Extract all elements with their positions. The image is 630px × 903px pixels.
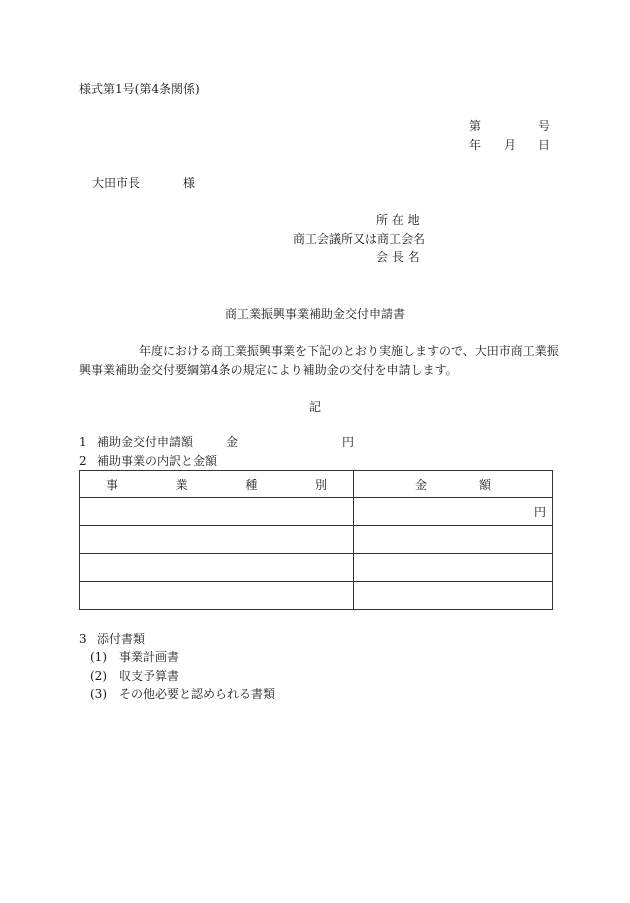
addressee-name: 大田市長: [92, 176, 141, 190]
item1-number: 1: [79, 435, 87, 449]
doc-1-number: (1): [90, 650, 107, 664]
header-char: 別: [314, 477, 327, 492]
doc-2-text: 収支予算書: [119, 669, 180, 683]
table-row: [80, 554, 553, 582]
header-char: 額: [478, 477, 491, 492]
item1-kin: 金: [226, 435, 239, 449]
doc-3-text: その他必要と認められる書類: [119, 687, 276, 701]
body-line-1: 年度における商工業振興事業を下記のとおり実施しますので、大田市商工業振: [139, 344, 559, 358]
header-amount: [354, 471, 553, 498]
doc-2-number: (2): [90, 669, 107, 683]
table-row: [80, 582, 553, 610]
header-project-type: [80, 471, 354, 498]
date-day: 日: [538, 138, 551, 152]
item3-number: 3: [79, 632, 87, 646]
date-month: 月: [504, 138, 517, 152]
date-year: 年: [469, 138, 482, 152]
type-cell[interactable]: [80, 498, 354, 526]
table-row: [80, 526, 553, 554]
item1-label: 補助金交付申請額: [97, 435, 194, 449]
type-cell[interactable]: [80, 582, 354, 610]
table-row: [80, 498, 553, 526]
item3-label: 添付書類: [97, 632, 146, 646]
type-cell[interactable]: [80, 526, 354, 554]
item2-label: 補助事業の内訳と金額: [97, 454, 218, 468]
body-line-2: 興事業補助金交付要綱第4条の規定により補助金の交付を申請します。: [79, 363, 458, 377]
form-label: 様式第1号(第4条関係): [79, 82, 200, 96]
amount-cell[interactable]: [354, 498, 553, 526]
doc-3-number: (3): [90, 687, 107, 701]
doc-1-text: 事業計画書: [119, 650, 180, 664]
item2-number: 2: [79, 454, 87, 468]
table-header-row: [80, 471, 553, 498]
organization-label: 商工会議所又は商工会名: [293, 232, 426, 246]
header-char: 種: [245, 477, 258, 492]
number-prefix: 第: [469, 119, 482, 133]
president-label: 会 長 名: [376, 250, 420, 264]
yen-unit: 円: [533, 505, 546, 519]
header-char: 金: [415, 477, 428, 492]
document-title: 商工業振興事業補助金交付申請書: [224, 307, 405, 321]
header-char: 事: [106, 477, 119, 492]
amount-cell[interactable]: [354, 526, 553, 554]
amount-cell[interactable]: [354, 582, 553, 610]
amount-cell[interactable]: [354, 554, 553, 582]
type-cell[interactable]: [80, 554, 354, 582]
addressee-honorific: 様: [183, 176, 196, 190]
header-char: 業: [175, 477, 188, 492]
breakdown-table: [79, 470, 553, 610]
number-suffix: 号: [538, 119, 551, 133]
item1-yen: 円: [342, 435, 355, 449]
ki-heading: 記: [308, 400, 321, 414]
address-label: 所 在 地: [376, 213, 420, 227]
